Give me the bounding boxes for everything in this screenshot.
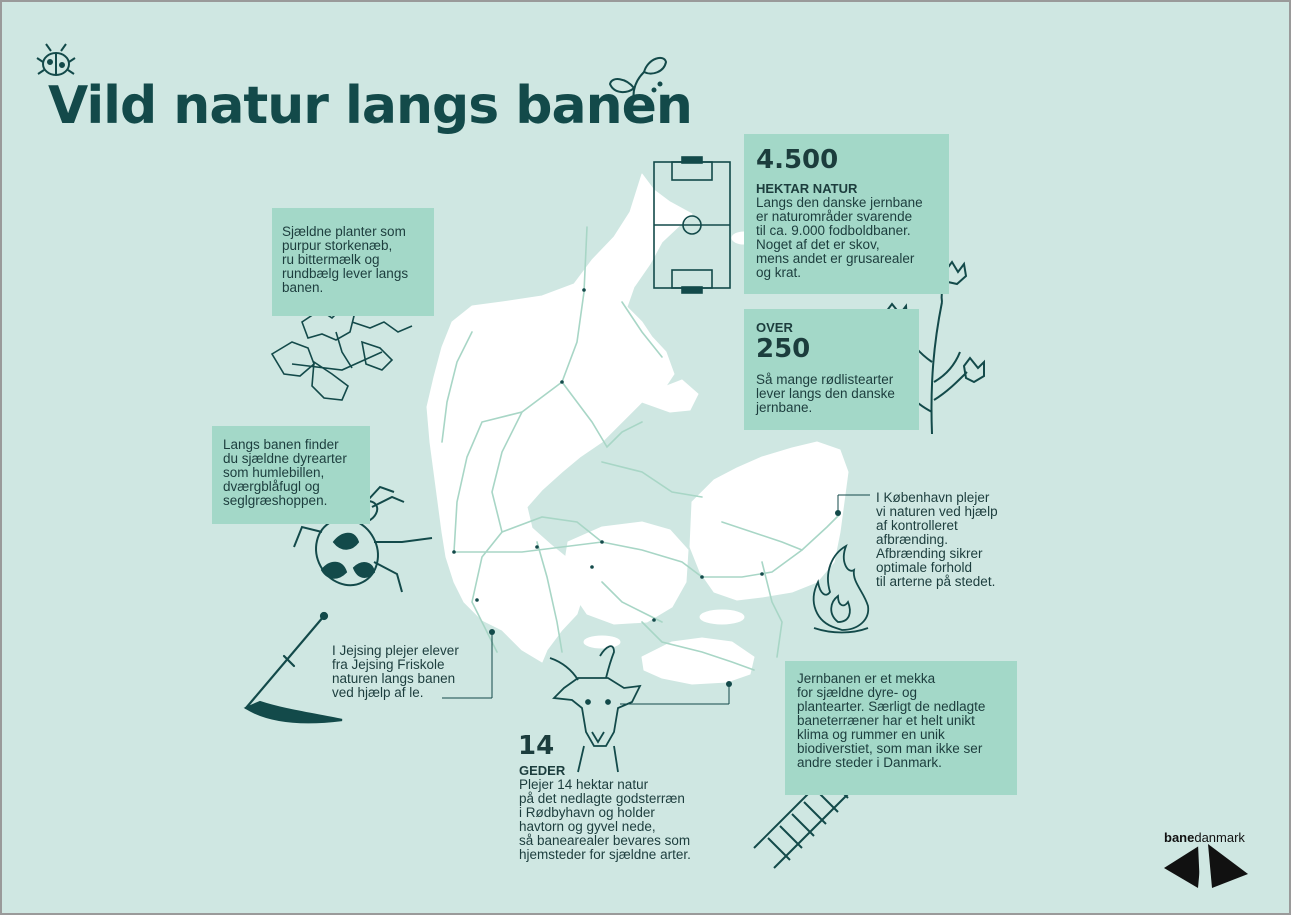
- island-small: [700, 610, 744, 624]
- banedanmark-logo: [1164, 830, 1245, 845]
- animals-text: Langs banen finder du sjældne dyrearter som humlebillen, dværgblåfugl og seglgræshoppen.: [223, 437, 347, 508]
- mecca-box: [785, 661, 1017, 795]
- football-field-icon: [654, 157, 730, 293]
- plants-text: Sjældne planter som purpur storkenæb, ru bittermælk og rundbælg lever langs banen.: [282, 224, 409, 295]
- poster: [2, 2, 1289, 913]
- goat-icon: [550, 646, 640, 772]
- stat-hectares-text: Langs den danske jernbane er naturområder svarende til ca. 9.000 fodboldbaner. Noget af det er skov, mens andet er grusarealer og krat.: [756, 195, 923, 280]
- lolland-land: [642, 638, 754, 684]
- flower-icon: [272, 308, 412, 400]
- jejsing-note: I Jejsing plejer elever fra Jejsing Friskole naturen langs banen ved hjælp af le.: [332, 643, 459, 700]
- stat-redlist-text: Så mange rødlistearter lever langs den danske jernbane.: [756, 372, 895, 415]
- goats-label: GEDER: [519, 763, 566, 778]
- island-small: [584, 636, 620, 648]
- stat-redlist-box: [744, 309, 919, 430]
- mecca-text: Jernbanen er et mekka for sjældne dyre- og plantearter. Særligt de nedlagte baneterræner har et helt unikt klima og rummer en unik biodiverstiet, som man ikke ser andre steder i Danmark.: [797, 671, 986, 770]
- logo-rest: danmark: [1194, 830, 1245, 845]
- stat-hectares-number: 4.500: [756, 145, 839, 175]
- rodbyhavn-marker: [726, 681, 732, 687]
- page-title: Vild natur langs banen: [48, 76, 692, 136]
- stat-redlist-number: 250: [756, 334, 811, 364]
- ladybug-icon: [37, 44, 75, 75]
- goats-text: Plejer 14 hektar natur på det nedlagte godsterræn i Rødbyhavn og holder havtorn og gyvel nede, så banearealer bevares som hjemsteder for sjældne arter.: [519, 777, 691, 862]
- copenhagen-note: I København plejer vi naturen ved hjælp af kontrolleret afbrænding. Afbrænding sikrer optimale forhold til arterne på stedet.: [876, 490, 998, 589]
- goats-number: 14: [518, 731, 555, 761]
- jejsing-marker: [489, 629, 495, 635]
- island-small: [764, 503, 780, 511]
- funen-land: [564, 522, 688, 624]
- stat-hectares-label: HEKTAR NATUR: [756, 181, 858, 196]
- logo-bold: bane: [1164, 830, 1195, 845]
- copenhagen-marker: [835, 510, 841, 516]
- stat-redlist-prefix: OVER: [756, 320, 793, 335]
- scythe-icon: [246, 613, 342, 722]
- plants-box: [272, 208, 434, 316]
- animals-box: [212, 426, 370, 524]
- stat-hectares-box: [744, 134, 949, 294]
- banedanmark-logo-mark: [1164, 844, 1248, 888]
